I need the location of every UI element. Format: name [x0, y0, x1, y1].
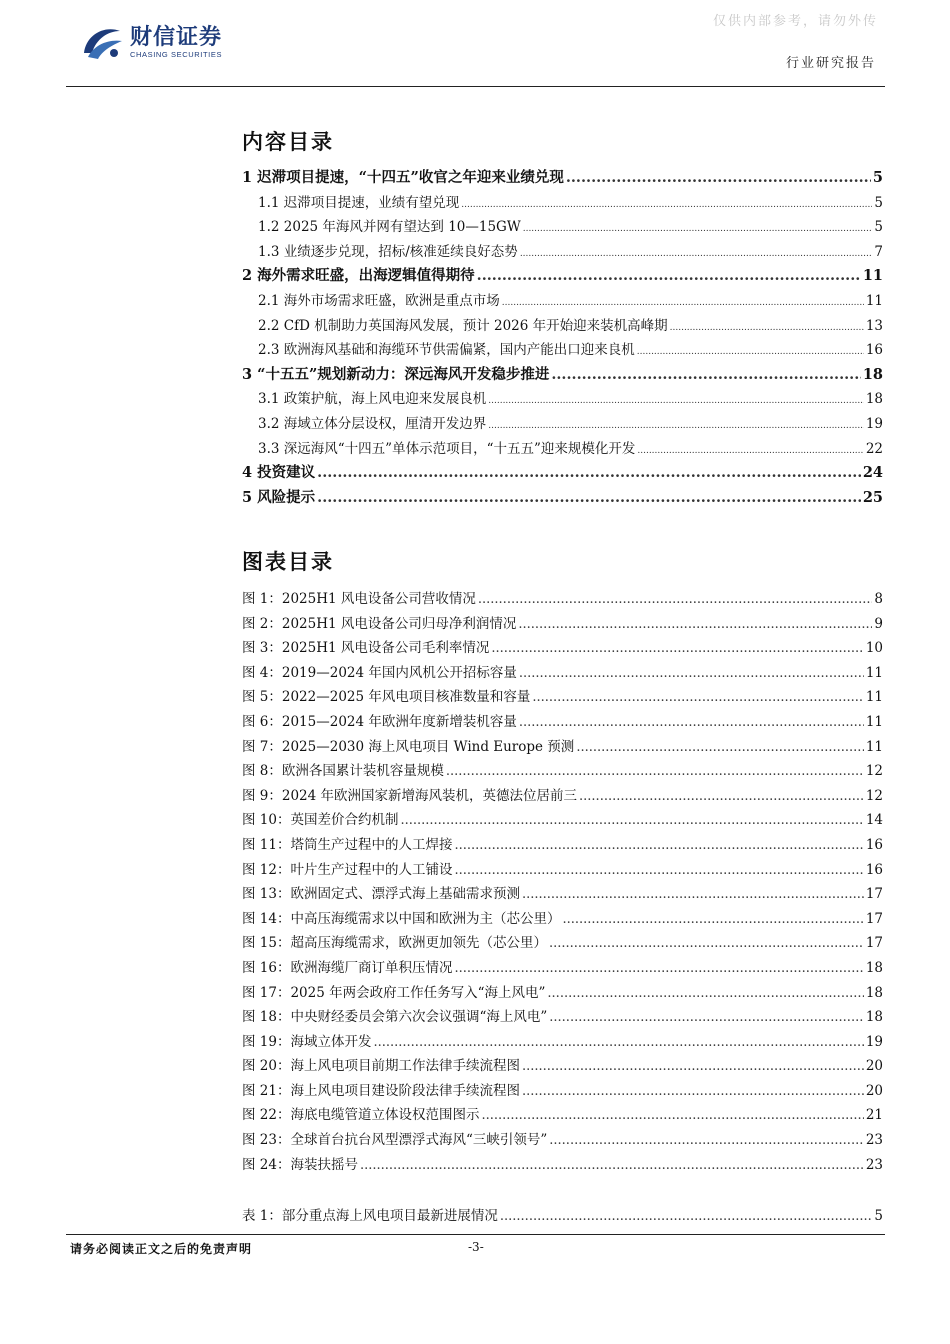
toc-entry[interactable]: [242, 363, 883, 388]
toc-entry[interactable]: [242, 412, 883, 437]
toc-entry[interactable]: [242, 931, 883, 956]
toc-entry[interactable]: [242, 486, 883, 511]
entry-page-number: 12: [865, 787, 883, 804]
entry-page-number: 5: [874, 194, 883, 211]
dot-leader: [576, 740, 864, 755]
dot-leader: [317, 464, 861, 481]
table-of-contents: [242, 166, 883, 510]
toc-entry[interactable]: [242, 587, 883, 612]
entry-page-number: 5: [874, 1208, 883, 1224]
toc-entry[interactable]: [242, 759, 883, 784]
entry-label: 2 海外需求旺盛，出海逻辑值得期待: [242, 267, 475, 285]
toc-entry[interactable]: [242, 981, 883, 1006]
entry-label: 图 21：海上风电项目建设阶段法律手续流程图: [242, 1082, 520, 1099]
toc-entry[interactable]: [242, 461, 883, 486]
toc-entry[interactable]: [242, 437, 883, 462]
dot-leader: [519, 715, 864, 730]
entry-label: 图 11：塔筒生产过程中的人工焊接: [242, 836, 453, 853]
toc-entry[interactable]: [242, 1103, 883, 1128]
toc-entry[interactable]: [242, 882, 883, 907]
dot-leader: [454, 961, 863, 976]
entry-label: 3.3 深远海风“十四五”单体示范项目，“十五五”迎来规模化开发: [258, 440, 636, 457]
entry-label: 图 22：海底电缆管道立体设权范围图示: [242, 1107, 480, 1124]
entry-page-number: 7: [874, 243, 883, 260]
entry-page-number: 22: [865, 440, 883, 457]
entry-label: 图 24：海装扶摇号: [242, 1156, 358, 1173]
dot-leader: [549, 1010, 864, 1025]
toc-entry[interactable]: [242, 215, 883, 240]
entry-label: 图 14：中高压海缆需求以中国和欧洲为主（芯公里）: [242, 910, 561, 927]
toc-entry[interactable]: [242, 240, 883, 265]
entry-label: 1.2 2025 年海风并网有望达到 10—15GW: [258, 219, 521, 236]
entry-page-number: 18: [865, 391, 883, 408]
entry-label: 图 16：欧洲海缆厂商订单积压情况: [242, 959, 453, 976]
page-header: [0, 0, 950, 90]
entry-page-number: 18: [865, 1009, 883, 1026]
dot-leader: [502, 298, 864, 308]
entry-page-number: 13: [865, 317, 883, 334]
entry-label: 图 10：英国差价合约机制: [242, 812, 399, 829]
toc-entry[interactable]: [242, 833, 883, 858]
entry-label: 2.1 海外市场需求旺盛，欧洲是重点市场: [258, 292, 500, 309]
dot-leader: [549, 936, 864, 951]
logo-chinese-name: 财信证券: [130, 25, 223, 50]
toc-entry[interactable]: [242, 661, 883, 686]
entry-page-number: 11: [865, 713, 883, 730]
dot-leader: [579, 789, 864, 804]
logo-english-name: CHASING SECURITIES: [130, 50, 223, 59]
toc-entry[interactable]: [242, 808, 883, 833]
entry-page-number: 12: [865, 763, 883, 780]
entry-label: 图 23：全球首台抗台风型漂浮式海风“三峡引领号”: [242, 1132, 548, 1149]
logo-mark-icon: [80, 23, 124, 63]
entry-label: 3.1 政策护航，海上风电迎来发展良机: [258, 391, 487, 408]
entry-label: 3 “十五五”规划新动力：深远海风开发稳步推进: [242, 365, 550, 383]
entry-label: 图 17：2025 年两会政府工作任务写入“海上风电”: [242, 984, 546, 1001]
dot-leader: [317, 489, 861, 506]
dot-leader: [478, 592, 873, 607]
toc-entry[interactable]: [242, 338, 883, 363]
dot-leader: [488, 421, 864, 431]
dot-leader: [488, 396, 864, 406]
dot-leader: [551, 366, 860, 383]
entry-page-number: 5: [874, 219, 883, 236]
entry-page-number: 23: [865, 1156, 883, 1173]
toc-entry[interactable]: [242, 956, 883, 981]
entry-page-number: 11: [865, 664, 883, 681]
toc-entry[interactable]: [242, 1054, 883, 1079]
dot-leader: [461, 200, 872, 210]
entry-label: 图 4：2019—2024 年国内风机公开招标容量: [242, 664, 517, 681]
toc-entry[interactable]: [242, 710, 883, 735]
entry-label: 图 3：2025H1 风电设备公司毛利率情况: [242, 640, 490, 657]
entry-page-number: 9: [874, 615, 883, 632]
entry-label: 图 18：中央财经委员会第六次会议强调“海上风电”: [242, 1009, 548, 1026]
dot-leader: [519, 666, 864, 681]
entry-label: 图 20：海上风电项目前期工作法律手续流程图: [242, 1058, 520, 1075]
watermark-text: 仅供内部参考，请勿外传: [712, 14, 878, 29]
dot-leader: [454, 838, 863, 853]
toc-entry[interactable]: [242, 636, 883, 661]
toc-entry[interactable]: [242, 907, 883, 932]
entry-page-number: 8: [874, 591, 883, 607]
entry-page-number: 19: [865, 1033, 883, 1050]
entry-label: 4 投资建议: [242, 464, 316, 482]
entry-label: 图 1：2025H1 风电设备公司营收情况: [242, 591, 476, 607]
entry-label: 图 6：2015—2024 年欧洲年度新增装机容量: [242, 713, 517, 730]
entry-page-number: 16: [865, 836, 883, 853]
entry-label: 图 7：2025—2030 海上风电项目 Wind Europe 预测: [242, 738, 575, 755]
entry-page-number: 11: [865, 292, 883, 309]
toc-entry[interactable]: [242, 685, 883, 710]
entry-page-number: 18: [862, 365, 883, 383]
toc-entry[interactable]: [242, 735, 883, 760]
entry-label: 图 15：超高压海缆需求，欧洲更加领先（芯公里）: [242, 935, 547, 952]
dot-leader: [373, 1035, 863, 1050]
dot-leader: [477, 267, 861, 284]
figure-list-title: 图表目录: [242, 549, 334, 574]
dot-leader: [670, 323, 864, 333]
report-type-label: 行业研究报告: [785, 56, 876, 71]
entry-label: 图 2：2025H1 风电设备公司归母净利润情况: [242, 615, 517, 632]
toc-entry[interactable]: [242, 1204, 883, 1229]
entry-page-number: 5: [872, 169, 883, 186]
entry-label: 3.2 海域立体分层设权，厘清开发边界: [258, 415, 487, 432]
entry-label: 1 迟滞项目提速，“十四五”收官之年迎来业绩兑现: [242, 169, 564, 186]
toc-entry[interactable]: [242, 314, 883, 339]
toc-entry[interactable]: [242, 1030, 883, 1055]
entry-page-number: 16: [865, 342, 883, 359]
dot-leader: [637, 347, 864, 357]
entry-page-number: 17: [865, 910, 883, 927]
toc-entry[interactable]: [242, 166, 883, 191]
entry-page-number: 17: [865, 886, 883, 903]
figure-list: [242, 587, 883, 1177]
dot-leader: [522, 1059, 864, 1074]
entry-page-number: 19: [865, 415, 883, 432]
dot-leader: [547, 986, 863, 1001]
dot-leader: [360, 1158, 864, 1173]
entry-page-number: 18: [865, 984, 883, 1001]
entry-page-number: 11: [862, 267, 883, 285]
toc-entry[interactable]: [242, 289, 883, 314]
entry-label: 图 13：欧洲固定式、漂浮式海上基础需求预测: [242, 886, 520, 903]
dot-leader: [532, 690, 863, 705]
dot-leader: [446, 764, 864, 779]
entry-page-number: 10: [865, 640, 883, 657]
toc-entry[interactable]: [242, 858, 883, 883]
dot-leader: [500, 1209, 873, 1224]
toc-entry[interactable]: [242, 1153, 883, 1178]
toc-entry[interactable]: [242, 387, 883, 412]
entry-page-number: 11: [865, 689, 883, 706]
company-logo: [80, 22, 222, 64]
entry-page-number: 14: [865, 812, 883, 829]
toc-title: 内容目录: [242, 129, 334, 154]
toc-entry[interactable]: [242, 1005, 883, 1030]
entry-label: 图 19：海域立体开发: [242, 1033, 372, 1050]
entry-label: 1.1 迟滞项目提速，业绩有望兑现: [258, 194, 460, 211]
dot-leader: [520, 249, 873, 259]
entry-label: 2.3 欧洲海风基础和海缆环节供需偏紧，国内产能出口迎来良机: [258, 342, 635, 359]
dot-leader: [549, 1133, 864, 1148]
entry-page-number: 20: [865, 1082, 883, 1099]
toc-entry[interactable]: [242, 264, 883, 289]
dot-leader: [481, 1108, 863, 1123]
dot-leader: [518, 617, 872, 632]
toc-entry[interactable]: [242, 784, 883, 809]
footer-divider: [66, 1234, 885, 1235]
dot-leader: [454, 863, 863, 878]
dot-leader: [400, 813, 863, 828]
entry-page-number: 20: [865, 1058, 883, 1075]
dot-leader: [562, 912, 863, 927]
entry-page-number: 18: [865, 959, 883, 976]
header-divider: [66, 86, 885, 87]
dot-leader: [491, 641, 863, 656]
dot-leader: [523, 224, 873, 234]
entry-page-number: 11: [865, 738, 883, 755]
dot-leader: [522, 887, 864, 902]
dot-leader: [566, 169, 871, 186]
entry-label: 表 1：部分重点海上风电项目最新进展情况: [242, 1208, 498, 1224]
dot-leader: [522, 1084, 864, 1099]
toc-entry[interactable]: [242, 191, 883, 216]
toc-entry[interactable]: [242, 612, 883, 637]
entry-page-number: 16: [865, 861, 883, 878]
entry-page-number: 24: [862, 464, 883, 482]
entry-label: 图 5：2022—2025 年风电项目核准数量和容量: [242, 689, 531, 706]
entry-label: 5 风险提示: [242, 488, 316, 506]
entry-label: 图 9：2024 年欧洲国家新增海风装机，英德法位居前三: [242, 787, 578, 804]
entry-label: 图 8：欧洲各国累计装机容量规模: [242, 763, 444, 780]
entry-page-number: 25: [862, 488, 883, 506]
page-number: -3-: [468, 1240, 484, 1254]
entry-label: 图 12：叶片生产过程中的人工铺设: [242, 861, 453, 878]
toc-entry[interactable]: [242, 1128, 883, 1153]
entry-page-number: 17: [865, 935, 883, 952]
toc-entry[interactable]: [242, 1079, 883, 1104]
entry-page-number: 23: [865, 1132, 883, 1149]
disclaimer-note: 请务必阅读正文之后的免责声明: [70, 1242, 253, 1256]
table-list: [242, 1204, 883, 1229]
dot-leader: [637, 446, 863, 456]
entry-page-number: 21: [865, 1107, 883, 1124]
entry-label: 2.2 CfD 机制助力英国海风发展，预计 2026 年开始迎来装机高峰期: [258, 317, 668, 334]
entry-label: 1.3 业绩逐步兑现，招标/核准延续良好态势: [258, 243, 518, 260]
